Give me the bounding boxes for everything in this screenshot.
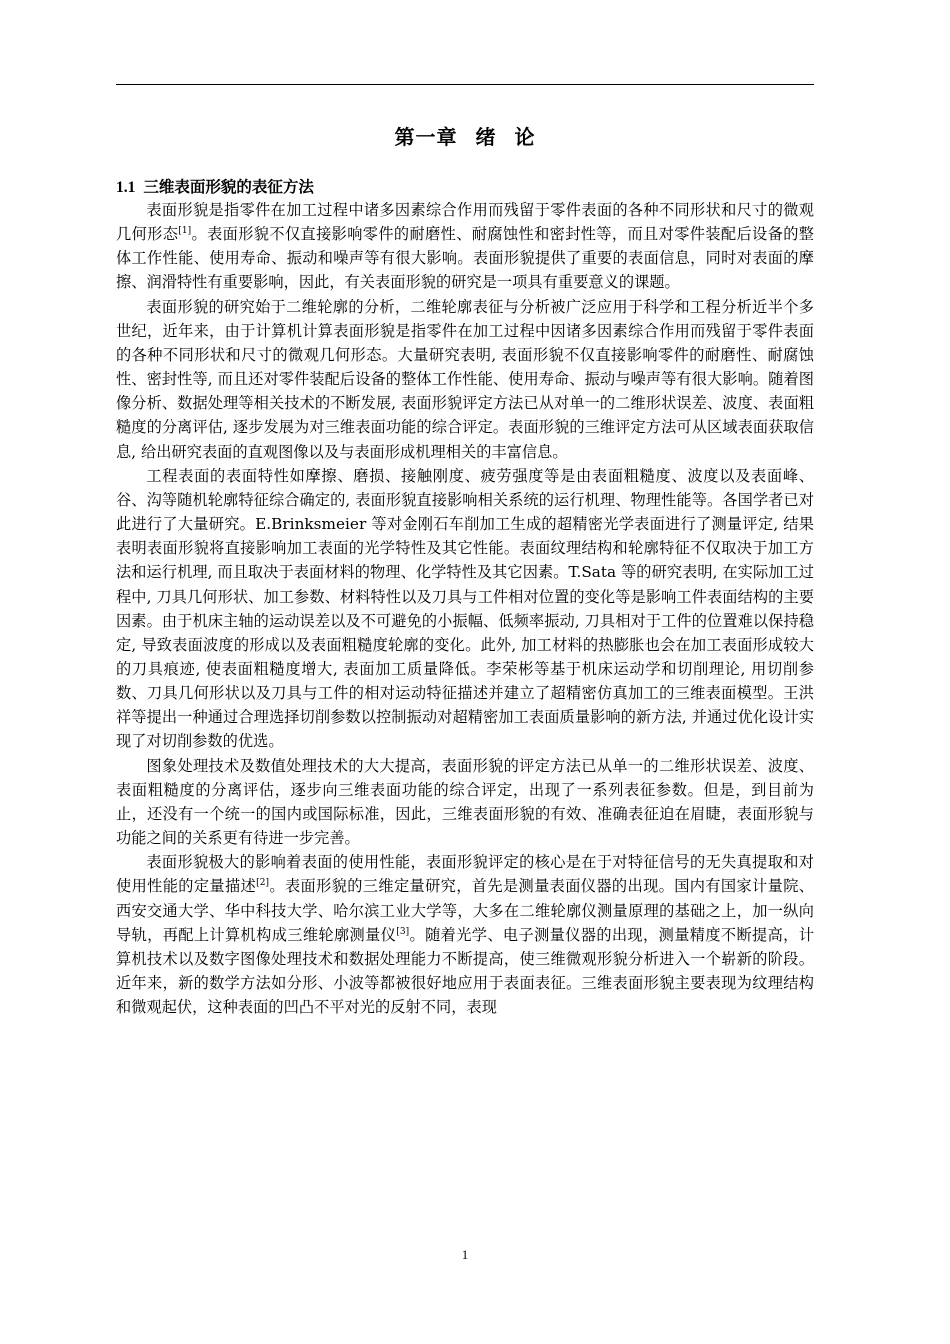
paragraph-text: 。表面形貌不仅直接影响零件的耐磨性、耐腐蚀性和密封性等，而且对零件装配后设备的整体工作性能、使用寿命、振动和噪声等有很大影响。表面形貌提供了重要的表面信息，同时对表面的摩擦、润滑特性有重要影响，因此，有关表面形貌的研究是一项具有重要意义的课题。 [116,225,814,292]
body-text [116,198,814,1019]
paragraph-text: 工程表面的表面特性如摩擦、磨损、接触刚度、疲劳强度等是由表面粗糙度、波度以及表面峰、谷、沟等随机轮廓特征综合确定的, 表面形貌直接影响相关系统的运行机理、物理性能等。各国学者已对此进行了大量研究。E.Brinksmeier 等对金刚石车削加工生成的超精密光学表面进行了测量评定, 结果表明表面形貌将直接影响加工表面的光学特性及其它性能。表面纹理结构和轮廓特征不仅取决于加工方法和运行机理, 而且取决于表面材料的物理、化学特性及其它因素。T.Sata 等的研究表明, 在实际加工过程中, 刀具几何形状、加工参数、材料特性以及刀具与工件相对位置的变化等是影响工件表面结构的主要因素。由于机床主轴的运动误差以及不可避免的小振幅、低频率振动, 刀具相对于工件的位置难以保持稳定, 导致表面波度的形成以及表面粗糙度轮廓的变化。此外, 加工材料的热膨胀也会在加工表面形成较大的刀具痕迹, 使表面粗糙度增大, 表面加工质量降低。李荣彬等基于机床运动学和切削理论, 用切削参数、刀具几何形状以及刀具与工件的相对运动特征描述并建立了超精密仿真加工的三维表面模型。王洪祥等提出一种通过合理选择切削参数以控制振动对超精密加工表面质量影响的新方法, 并通过优化设计实现了对切削参数的优选。 [116,466,814,751]
paragraph-text: 。随着光学、电子测量仪器的出现，测量精度不断提高，计算机技术以及数字图像处理技术和数据处理能力不断提高，使三维微观形貌分析进入一个崭新的阶段。近年来，新的数学方法如分形、小波等都被很好地应用于表面表征。三维表面形貌主要表现为纹理结构和微观起伏，这种表面的凹凸不平对光的反射不同，表现 [116,925,814,1017]
section-title: 三维表面形貌的表征方法 [143,177,314,196]
paragraph [116,754,814,851]
paragraph [116,198,814,295]
chapter-title: 第一章 绪 论 [394,125,536,149]
citation-ref: [3] [396,926,410,937]
paragraph-text: 表面形貌是指零件在加工过程中诸多因素综合作用而残留于零件表面的各种不同形状和尺寸的微观几何形态 [116,201,814,244]
paragraph-text: 图象处理技术及数值处理技术的大大提高，表面形貌的评定方法已从单一的二维形状误差、波度、表面粗糙度的分离评估，逐步向三维表面功能的综合评定，出现了一系列表征参数。但是，到目前为止，还没有一个统一的国内或国际标准，因此，三维表面形貌的有效、准确表征迫在眉睫，表面形貌与功能之间的关系更有待进一步完善。 [116,756,814,848]
paragraph [116,464,814,754]
paragraph [116,295,814,464]
paragraph [116,850,814,1019]
citation-ref: [2] [256,878,270,889]
section-number: 1.1 [116,179,136,196]
section-heading [116,175,814,200]
paragraph-text: 。表面形貌的三维定量研究，首先是测量表面仪器的出现。国内有国家计量院、西安交通大学、华中科技大学、哈尔滨工业大学等，大多在二维轮廓仪测量原理的基础之上，加一纵向导轨，再配上计算机构成三维轮廓测量仪 [116,877,815,944]
paragraph-text: 表面形貌的研究始于二维轮廓的分析，二维轮廓表征与分析被广泛应用于科学和工程分析近半个多世纪，近年来，由于计算机计算表面形貌是指零件在加工过程中因诸多因素综合作用而残留于零件表面的各种不同形状和尺寸的微观几何形态。大量研究表明, 表面形貌不仅直接影响零件的耐磨性、耐腐蚀性、密封性等, 而且还对零件装配后设备的整体工作性能、使用寿命、振动与噪声等有很大影响。随着图像分析、数据处理等相关技术的不断发展, 表面形貌评定方法已从对单一的二维形状误差、波度、表面粗糙度的分离评估, 逐步发展为对三维表面功能的综合评定。表面形貌的三维评定方法可从区域表面获取信息, 给出研究表面的直观图像以及与表面形成机理相关的丰富信息。 [116,297,814,461]
header-rule [116,84,814,85]
paragraph-text: 表面形貌极大的影响着表面的使用性能，表面形貌评定的核心是在于对特征信号的无失真提取和对使用性能的定量描述 [116,853,814,896]
page-number: 1 [461,1248,469,1262]
citation-ref: [1] [178,226,192,237]
